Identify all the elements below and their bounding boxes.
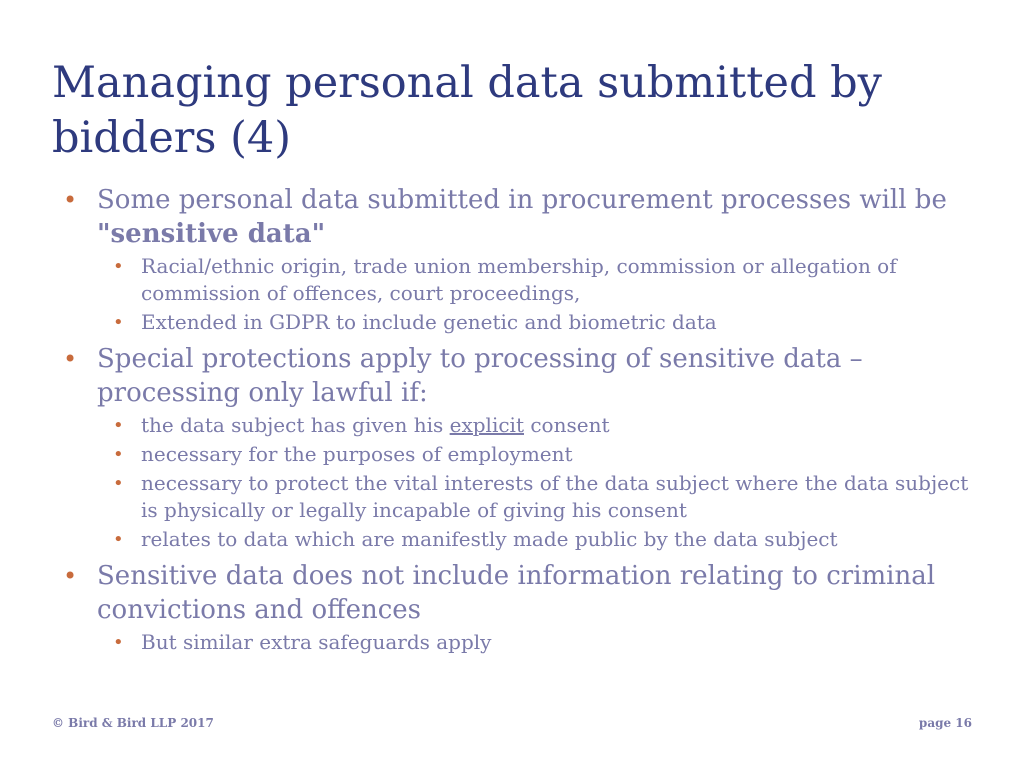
sub-bullet-text: the data subject has given his — [141, 413, 450, 437]
sub-bullet-text: relates to data which are manifestly made public by the data subject — [141, 527, 838, 551]
sub-bullet-item — [52, 470, 982, 524]
bullet-list — [52, 183, 982, 656]
bullet-icon: • — [63, 186, 78, 214]
bullet-icon: • — [63, 562, 78, 590]
sub-bullet-item — [52, 412, 982, 439]
bullet-3-text: Sensitive data does not include information relating to criminal convictions and offences — [97, 561, 936, 625]
slide-title: Managing personal data submitted by bidders (4) — [52, 58, 882, 163]
slide-content — [52, 183, 982, 662]
sub-bullet-icon: • — [113, 312, 124, 333]
footer-copyright: © Bird & Bird LLP 2017 — [52, 716, 214, 730]
bullet-item-2 — [52, 342, 982, 553]
bullet-2-text: Special protections apply to processing of sensitive data – processing only lawful if: — [97, 344, 863, 408]
sub-bullet-icon: • — [113, 632, 124, 653]
sub-bullet-item — [52, 526, 982, 553]
sub-bullet-item — [52, 309, 982, 336]
bullet-1-emphasis: "sensitive data" — [97, 219, 326, 249]
sub-bullet-icon: • — [113, 529, 124, 550]
sub-bullet-item — [52, 253, 982, 307]
sub-bullet-icon: • — [113, 473, 124, 494]
footer-page-number: page 16 — [918, 716, 972, 730]
sub-bullet-icon: • — [113, 444, 124, 465]
sub-list-3 — [97, 629, 982, 656]
sub-bullet-text: Extended in GDPR to include genetic and biometric data — [141, 310, 717, 334]
sub-list-1 — [97, 253, 982, 336]
sub-bullet-icon: • — [113, 415, 124, 436]
sub-bullet-text: But similar extra safeguards apply — [141, 630, 492, 654]
bullet-1-text: Some personal data submitted in procurement processes will be — [97, 185, 947, 215]
sub-bullet-icon: • — [113, 256, 124, 277]
underlined-word: explicit — [449, 413, 524, 437]
bullet-item-3 — [52, 559, 982, 656]
sub-bullet-item — [52, 629, 982, 656]
sub-bullet-text: necessary to protect the vital interests of the data subject where the data subject is physically or legally incapable of giving his consent — [141, 471, 969, 522]
bullet-item-1 — [52, 183, 982, 336]
sub-bullet-text: necessary for the purposes of employment — [141, 442, 573, 466]
sub-bullet-item — [52, 441, 982, 468]
bullet-icon: • — [63, 345, 78, 373]
sub-bullet-text-end: consent — [524, 413, 610, 437]
sub-bullet-text: Racial/ethnic origin, trade union membership, commission or allegation of commission of offences, court proceedings, — [141, 254, 897, 305]
sub-list-2 — [97, 412, 982, 553]
